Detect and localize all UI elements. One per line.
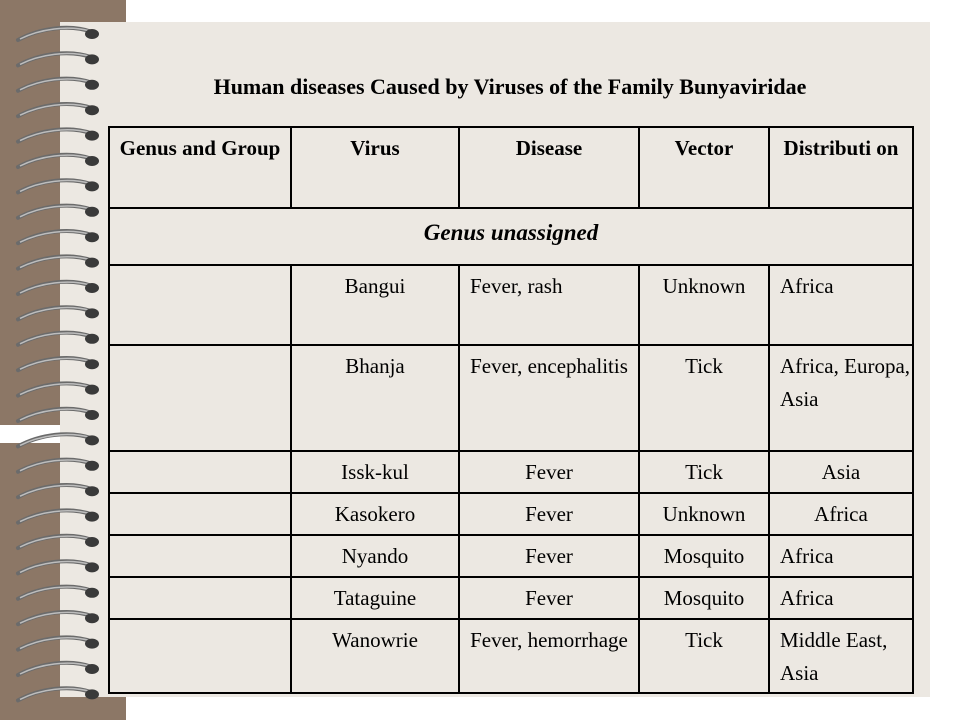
table-row — [109, 577, 913, 619]
cell-vector: Tick — [639, 451, 769, 493]
cell-distribution: Africa — [769, 535, 913, 577]
header-vector: Vector — [639, 127, 769, 208]
cell-distribution: Africa — [769, 265, 913, 345]
cell-virus: Issk-kul — [291, 451, 459, 493]
header-disease: Disease — [459, 127, 639, 208]
cell-disease: Fever — [459, 535, 639, 577]
cell-disease: Fever — [459, 577, 639, 619]
table-row — [109, 619, 913, 693]
header-row — [109, 127, 913, 208]
cell-disease: Fever, hemorrhage — [459, 619, 639, 693]
cell-genus — [109, 451, 291, 493]
cell-distribution: Africa, Europa, Asia — [769, 345, 913, 451]
cell-vector: Unknown — [639, 493, 769, 535]
cell-distribution: Africa — [769, 493, 913, 535]
cell-disease: Fever, rash — [459, 265, 639, 345]
cell-genus — [109, 345, 291, 451]
table-row — [109, 451, 913, 493]
cell-genus — [109, 535, 291, 577]
cell-disease: Fever — [459, 493, 639, 535]
cell-virus: Wanowrie — [291, 619, 459, 693]
cell-distribution: Africa — [769, 577, 913, 619]
virus-table — [108, 126, 914, 694]
header-genus-group: Genus and Group — [109, 127, 291, 208]
cell-genus — [109, 493, 291, 535]
table-row — [109, 535, 913, 577]
cell-virus: Kasokero — [291, 493, 459, 535]
header-distribution: Distributi on — [769, 127, 913, 208]
cell-distribution: Middle East, Asia — [769, 619, 913, 693]
cell-vector: Mosquito — [639, 577, 769, 619]
cell-vector: Mosquito — [639, 535, 769, 577]
cell-vector: Tick — [639, 619, 769, 693]
table-row — [109, 265, 913, 345]
cell-virus: Bangui — [291, 265, 459, 345]
cell-vector: Unknown — [639, 265, 769, 345]
cell-virus: Bhanja — [291, 345, 459, 451]
cell-distribution: Asia — [769, 451, 913, 493]
cell-virus: Tataguine — [291, 577, 459, 619]
header-virus: Virus — [291, 127, 459, 208]
cell-vector: Tick — [639, 345, 769, 451]
cell-genus — [109, 577, 291, 619]
table-row — [109, 493, 913, 535]
cell-virus: Nyando — [291, 535, 459, 577]
table-row — [109, 345, 913, 451]
cell-genus — [109, 265, 291, 345]
genus-row — [109, 208, 913, 265]
cell-genus — [109, 619, 291, 693]
genus-label: Genus unassigned — [109, 208, 913, 265]
cell-disease: Fever, encephalitis — [459, 345, 639, 451]
page-title: Human diseases Caused by Viruses of the Family Bunyaviridae — [213, 74, 807, 99]
cell-disease: Fever — [459, 451, 639, 493]
